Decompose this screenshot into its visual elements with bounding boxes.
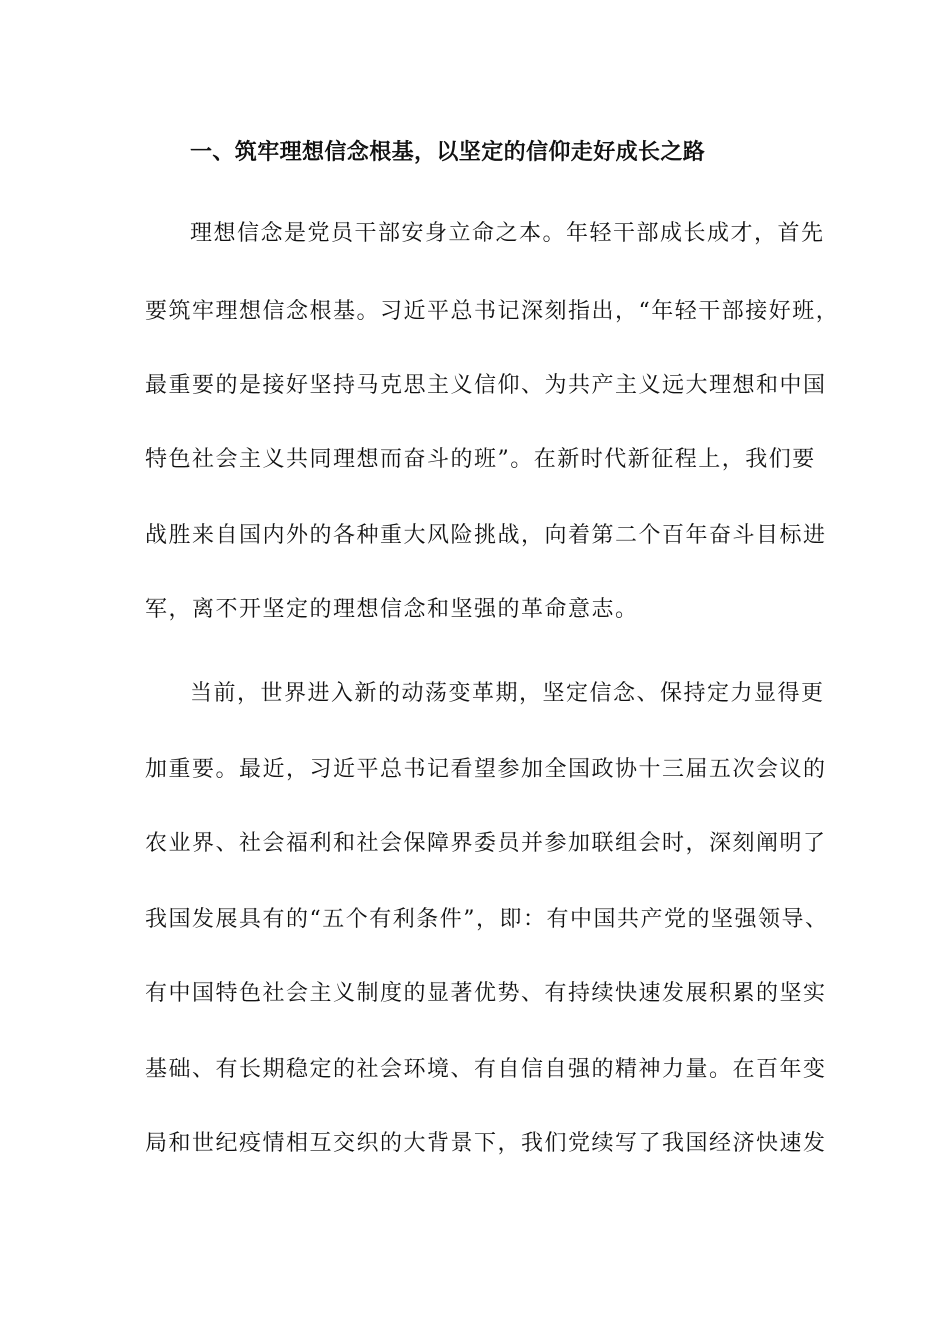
paragraph-1-line-3: 最重要的是接好坚持马克思主义信仰、为共产主义远大理想和中国 [145,373,827,398]
paragraph-2-line-4: 我国发展具有的“五个有利条件”，即：有中国共产党的坚强领导、 [145,907,829,932]
paragraph-2-line-3: 农业界、社会福利和社会保障界委员并参加联组会时，深刻阐明了 [145,831,827,856]
paragraph-2-line-7: 局和世纪疫情相互交织的大背景下，我们党续写了我国经济快速发 [145,1131,827,1156]
paragraph-1-line-2: 要筑牢理想信念根基。习近平总书记深刻指出，“年轻干部接好班， [145,299,840,324]
paragraph-2-line-6: 基础、有长期稳定的社会环境、有自信自强的精神力量。在百年变 [145,1057,827,1082]
section-heading: 一、筑牢理想信念根基，以坚定的信仰走好成长之路 [190,139,706,165]
paragraph-1-line-1: 理想信念是党员干部安身立命之本。年轻干部成长成才，首先 [190,221,825,246]
paragraph-2-line-5: 有中国特色社会主义制度的显著优势、有持续快速发展积累的坚实 [145,981,827,1006]
paragraph-1-line-4: 特色社会主义共同理想而奋斗的班”。在新时代新征程上，我们要 [145,447,816,472]
paragraph-2-line-2: 加重要。最近，习近平总书记看望参加全国政协十三届五次会议的 [145,757,827,782]
paragraph-1-line-5: 战胜来自国内外的各种重大风险挑战，向着第二个百年奋斗目标进 [145,523,827,548]
paragraph-1-line-6: 军，离不开坚定的理想信念和坚强的革命意志。 [145,597,639,622]
paragraph-2-line-1: 当前，世界进入新的动荡变革期，坚定信念、保持定力显得更 [190,681,825,706]
